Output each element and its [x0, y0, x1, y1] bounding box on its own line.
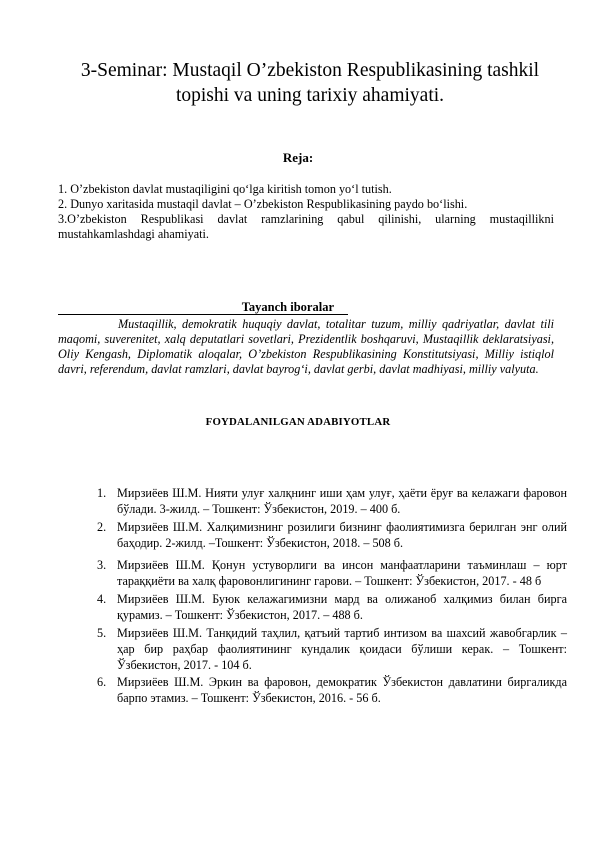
key-terms-heading-text: Tayanch iboralar [241, 300, 334, 314]
plan-list [58, 182, 554, 242]
reference-item [97, 557, 567, 589]
reference-text: Мирзиёев Ш.М. Нияти улуғ халқнинг иши ҳам улуғ, ҳаёти ёруғ ва келажаги фаровон бўлади. 3-жилд. – Тошкент: Ўзбекистон, 2019. – 400 б. [117, 486, 567, 516]
reference-text: Мирзиёев Ш.М. Халқимизнинг розилиги бизнинг фаолиятимизга берилган энг олий баҳодир. 2-жилд. –Тошкент: Ўзбекистон, 2018. – 508 б. [117, 520, 567, 550]
reference-item [97, 519, 567, 551]
page-title: 3-Seminar: Mustaqil O’zbekiston Respublikasining tashkil topishi va uning tarixiy ahamiyati. [80, 60, 540, 106]
reference-number: 5. [97, 626, 107, 640]
references-list [97, 485, 567, 706]
reference-text: Мирзиёев Ш.М. Эркин ва фаровон, демократик Ўзбекистон давлатини биргаликда барпо этамиз. – Тошкент: Ўзбекистон, 2016. - 56 б. [117, 675, 567, 705]
reference-number: 6. [97, 675, 107, 689]
reference-text: Мирзиёев Ш.М. Қонун устуворлиги ва инсон манфаатларини таъминлаш – юрт тараққиёти ва халқ фаровонлигининг гарови. – Тошкент: Ўзбекистон, 2017. - 48 б [117, 558, 567, 588]
plan-item: 2. Dunyo xaritasida mustaqil davlat – O’zbekiston Respublikasining paydo bo‘lishi. [58, 197, 468, 211]
plan-item: 1. O’zbekiston davlat mustaqiligini qo‘lga kiritish tomon yo‘l tutish. [58, 182, 392, 196]
reference-item [97, 591, 567, 623]
references-heading: FOYDALANILGAN ADABIYOTLAR [205, 416, 391, 428]
reference-number: 1. [97, 486, 107, 500]
key-terms-heading [58, 300, 348, 315]
reference-item [97, 485, 567, 517]
reference-text: Мирзиёев Ш.М. Танқидий таҳлил, қатъий тартиб интизом ва шахсий жавобгарлик – ҳар бир раҳбар фаолиятининг кундалик қоидаси бўлиши керак. – Тошкент: Ўзбекистон, 2017. - 104 б. [117, 626, 567, 672]
key-terms-text: Mustaqillik, demokratik huquqiy davlat, totalitar tuzum, milliy qadriyatlar, davlat tili maqomi, suverenitet, xalq deputatlari sovetlari, Prezidentlik boshqaruvi, Mustaqillik deklaratsiyasi, Oliy Kengash, Diplomatik aloqalar, O’zbekiston Respublikasining Konstitutsiyasi, Milliy istiqlol davri, referendum, davlat ramzlari, davlat bayrog‘i, davlat gerbi, davlat madhiyasi, milliy valyuta. [58, 317, 554, 376]
reference-number: 4. [97, 592, 107, 606]
reference-item [97, 674, 567, 706]
reference-text: Мирзиёев Ш.М. Буюк келажагимизни мард ва олижаноб халқимиз билан бирга қурамиз. – Тошкент: Ўзбекистон, 2017. – 488 б. [117, 592, 567, 622]
plan-heading: Reja: [282, 150, 314, 165]
reference-number: 3. [97, 558, 107, 572]
reference-item [97, 625, 567, 673]
plan-item: 3.O’zbekiston Respublikasi davlat ramzlarining qabul qilinishi, ularning mustaqillikni mustahkamlashdagi ahamiyati. [58, 212, 554, 241]
reference-number: 2. [97, 520, 107, 534]
